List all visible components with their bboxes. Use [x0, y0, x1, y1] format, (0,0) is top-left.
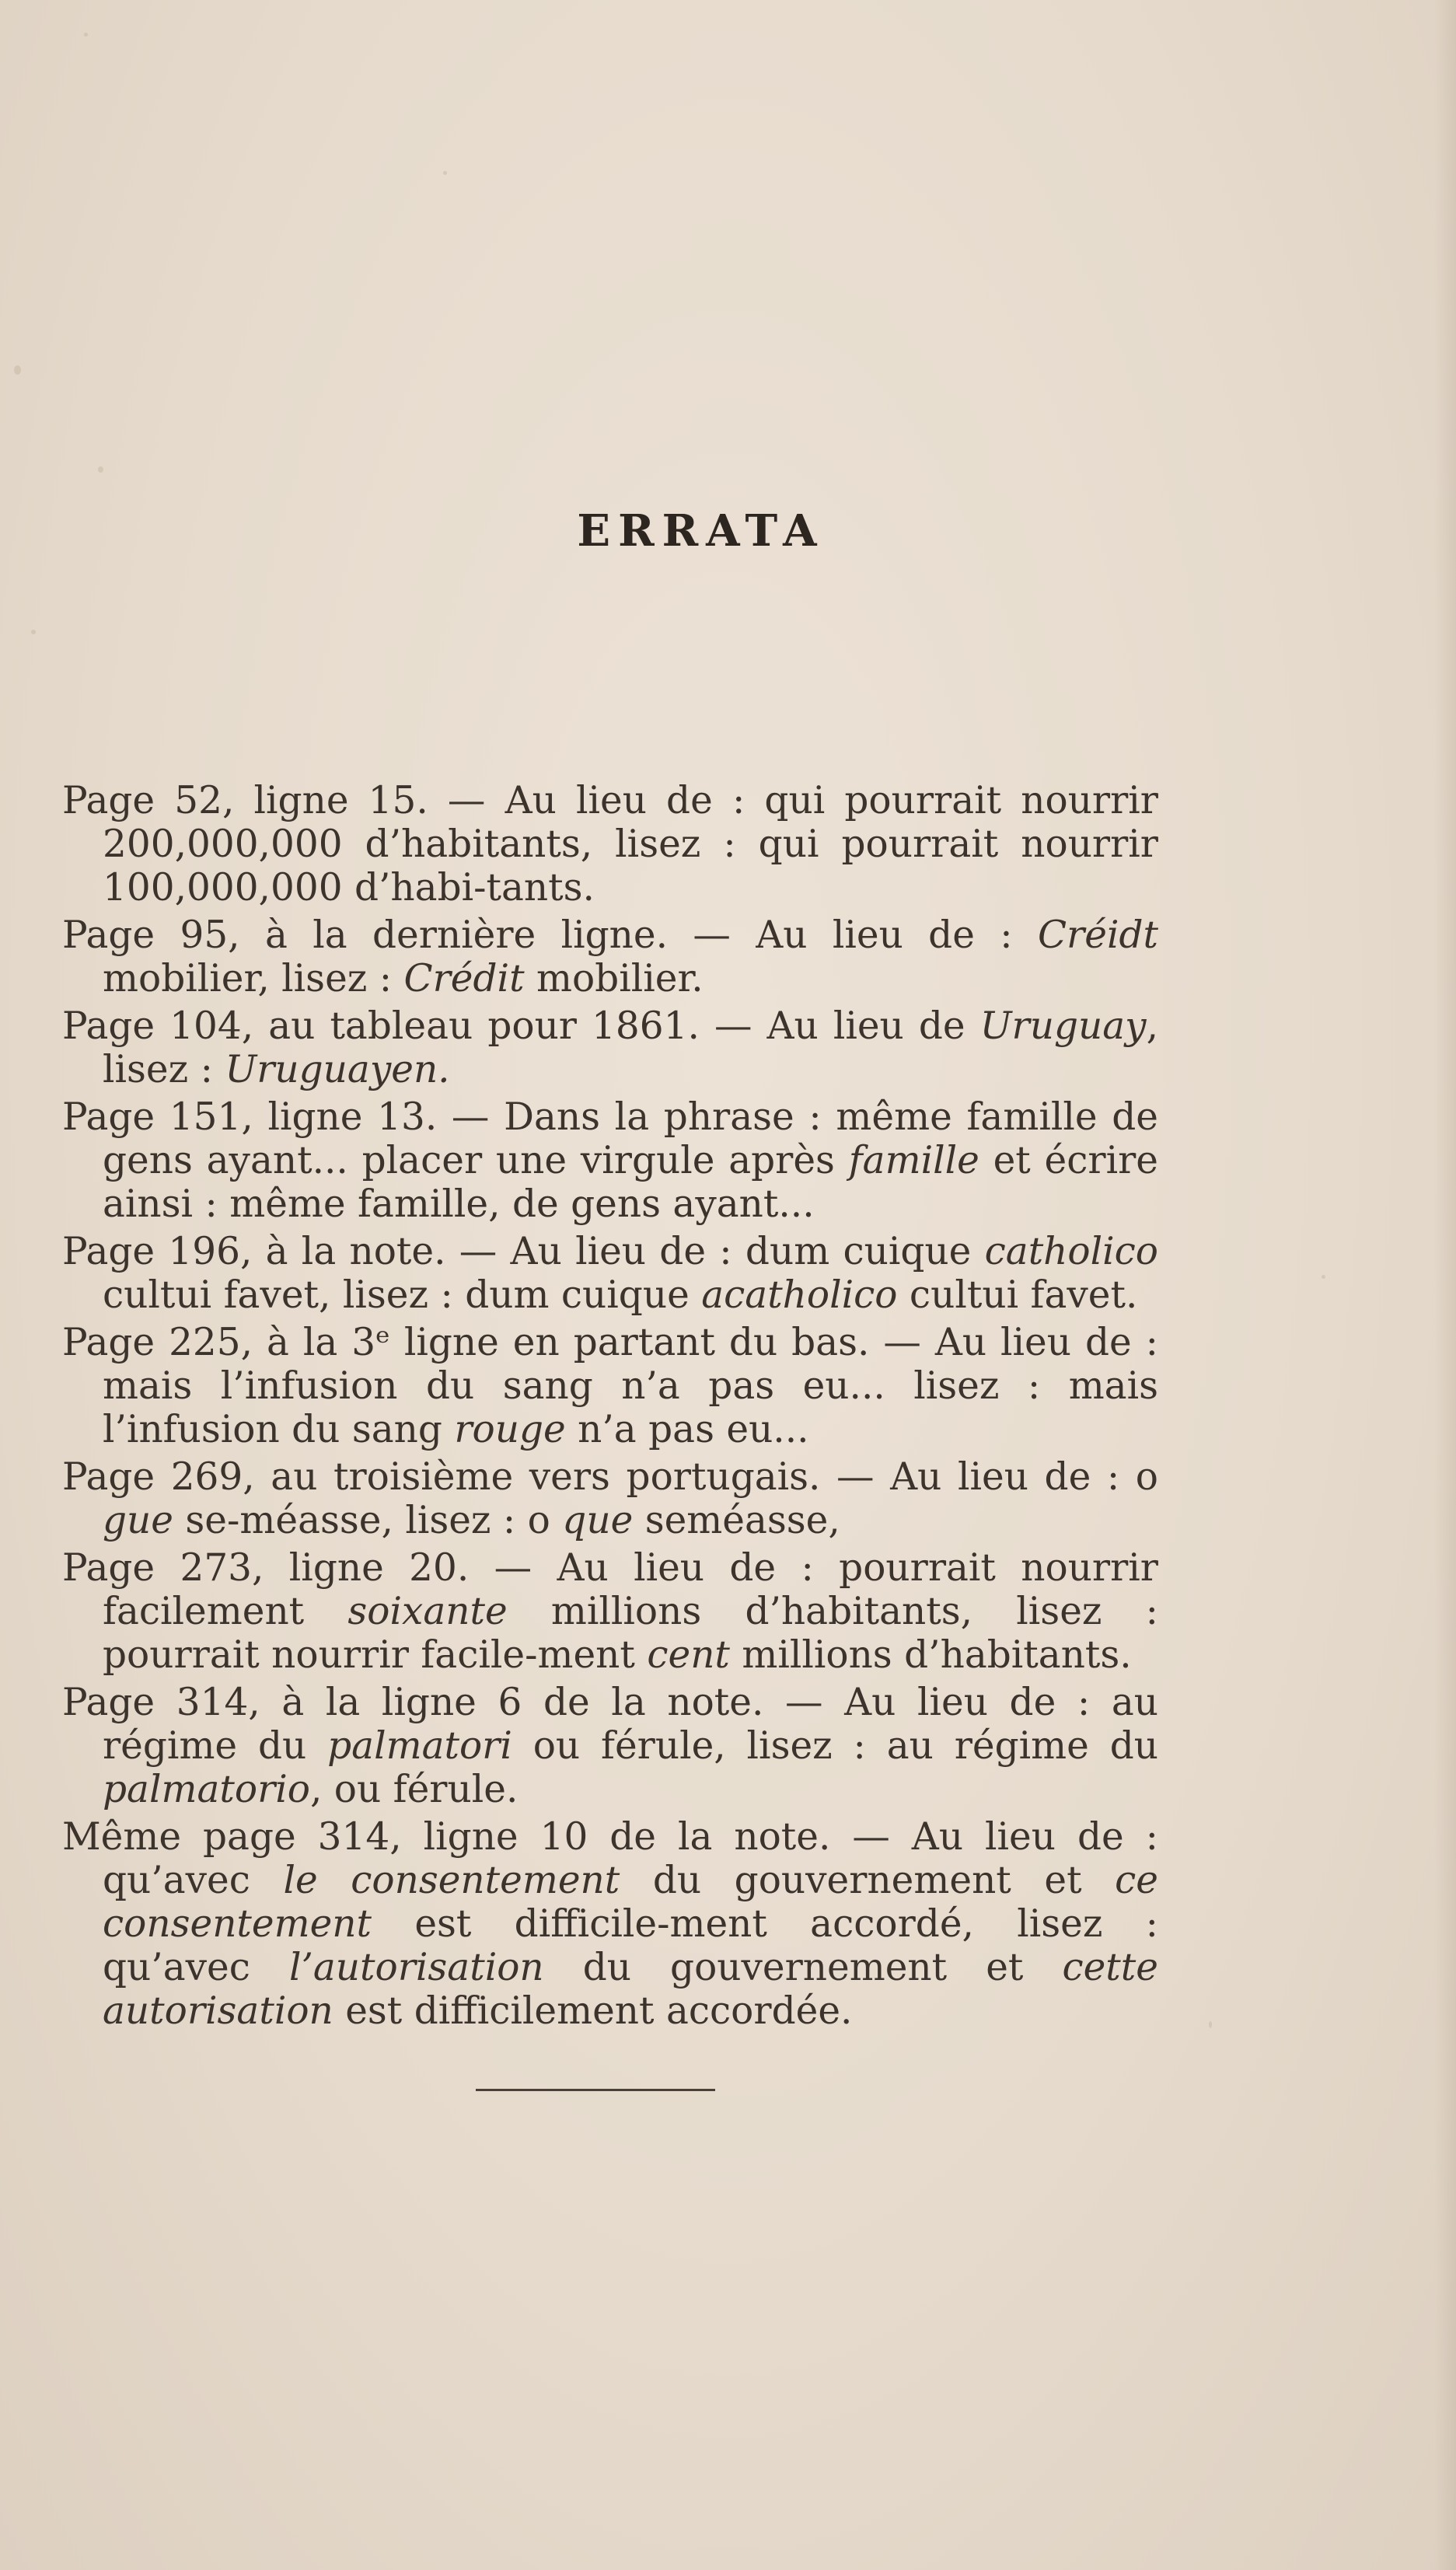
entry-text: est difficilement accordée. [333, 1989, 853, 2033]
entry-text: , ou férule. [309, 1768, 519, 1811]
paper-speck [84, 33, 88, 37]
entry-text: Page 95, à la dernière ligne. — Au lieu de : [62, 913, 1038, 957]
errata-entry [62, 913, 1158, 1000]
entry-text: n’a pas eu... [565, 1408, 809, 1451]
paper-speck [14, 365, 21, 375]
entry-text: Page 225, à la 3ᵉ ligne en partant du bas. — Au lieu de : mais l’infusion du sang n’a pas eu... lisez : mais l’infusion du sang [62, 1321, 1158, 1451]
entry-text: du gouvernement et [543, 1946, 1063, 1989]
entry-text: se-méasse, lisez : o [173, 1499, 563, 1542]
paper-speck [98, 466, 103, 473]
italic-term: palmatorio [103, 1768, 310, 1811]
entry-text: est difficile-ment accordé, lisez : qu’avec [103, 1902, 1158, 1989]
italic-term: catholico [984, 1230, 1158, 1273]
errata-entry [62, 1681, 1158, 1811]
entry-text: Page 104, au tableau pour 1861. — Au lieu de [62, 1004, 980, 1048]
errata-entry [62, 1321, 1158, 1451]
entry-text: Page 314, à la ligne 6 de la note. — Au lieu de : au régime du [62, 1681, 1158, 1768]
page-title: ERRATA [577, 505, 825, 557]
italic-term: Créidt [1037, 913, 1158, 957]
italic-term: soixante [347, 1590, 508, 1633]
italic-term: cent [647, 1633, 730, 1677]
italic-term: rouge [454, 1408, 566, 1451]
errata-entry [62, 1004, 1158, 1091]
entry-text: ou férule, lisez : au régime du [512, 1724, 1158, 1768]
entry-text: cultui favet, lisez : dum cuique [103, 1273, 702, 1317]
italic-term: ce consentement [103, 1859, 1158, 1946]
errata-entry [62, 779, 1158, 910]
italic-term: gue [103, 1499, 173, 1542]
entry-text: mobilier, lisez : [103, 957, 404, 1000]
entry-text: Page 151, ligne 13. — Dans la phrase : même famille de gens ayant... placer une virgule après [62, 1095, 1158, 1182]
italic-term: l’autorisation [288, 1946, 544, 1989]
italic-term: Crédit [403, 957, 525, 1000]
paper-speck [1209, 2021, 1212, 2028]
entry-text: Même page 314, ligne 10 de la note. — Au lieu de : qu’avec [62, 1815, 1158, 1902]
errata-entry [62, 1230, 1158, 1317]
italic-term: cette autorisation [103, 1946, 1158, 2033]
page-edge-shadow [1434, 0, 1456, 2570]
entry-text: millions d’habitants. [729, 1633, 1132, 1677]
errata-entry [62, 1546, 1158, 1677]
entry-text: , lisez : [103, 1004, 1158, 1091]
entry-text: mobilier. [524, 957, 704, 1000]
italic-term: que [562, 1499, 634, 1542]
errata-entry [62, 1815, 1158, 2033]
entry-text: cultui favet. [897, 1273, 1138, 1317]
entry-text: et écrire ainsi : même famille, de gens ayant... [103, 1139, 1158, 1226]
entry-text: Page 196, à la note. — Au lieu de : dum cuique [62, 1230, 985, 1273]
errata-list [62, 779, 1158, 2037]
entry-text: du gouvernement et [620, 1859, 1116, 1902]
paper-speck [31, 630, 36, 634]
entry-text: millions d’habitants, lisez : pourrait nourrir facile-ment [103, 1590, 1158, 1677]
entry-text: Page 273, ligne 20. — Au lieu de : pourrait nourrir facilement [62, 1546, 1158, 1633]
italic-term: Uruguayen. [225, 1048, 450, 1091]
errata-entry [62, 1095, 1158, 1226]
italic-term: Uruguay [979, 1004, 1147, 1048]
closing-rule [476, 2089, 715, 2091]
errata-entry [62, 1455, 1158, 1542]
italic-term: palmatori [327, 1724, 512, 1768]
paper-speck [443, 171, 447, 175]
italic-term: acatholico [701, 1273, 898, 1317]
paper-speck [1322, 1275, 1325, 1279]
entry-text: seméasse, [633, 1499, 840, 1542]
entry-text: Page 52, ligne 15. — Au lieu de : qui pourrait nourrir 200,000,000 d’habitants, lisez : qui pourrait nourrir 100,000,000 d’habi-tants. [62, 779, 1158, 910]
entry-text: Page 269, au troisième vers portugais. — Au lieu de : o [62, 1455, 1158, 1499]
italic-term: le consentement [283, 1859, 620, 1902]
italic-term: famille [848, 1139, 979, 1182]
